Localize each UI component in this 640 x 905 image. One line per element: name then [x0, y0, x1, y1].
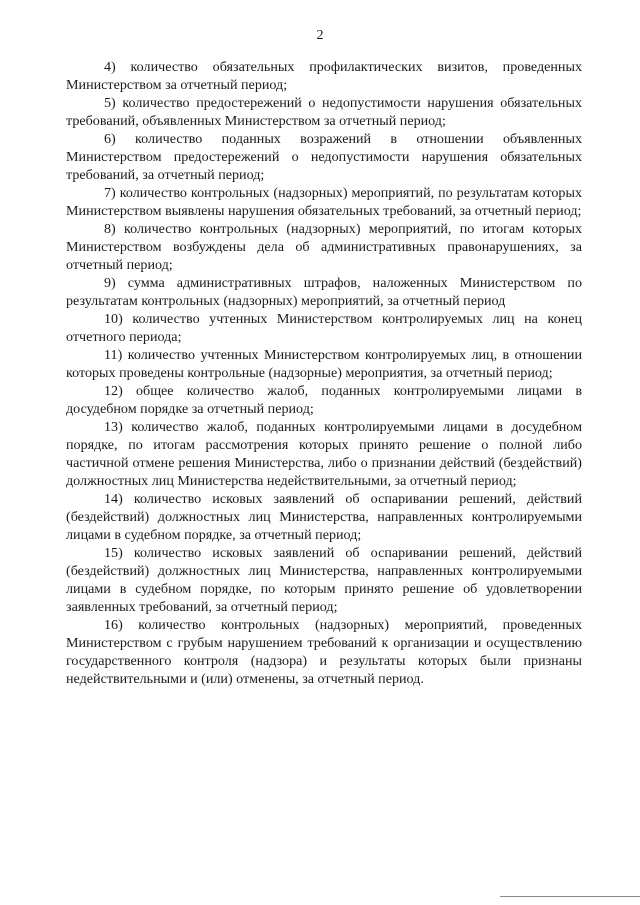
list-item-9: 9) сумма административных штрафов, наложенных Министерством по результатам контрольных (надзорных) мероприятий, за отчетный период: [66, 275, 582, 309]
document-body: [66, 58, 582, 688]
list-item-7: 7) количество контрольных (надзорных) мероприятий, по результатам которых Министерством выявлены нарушения обязательных требований, за отчетный период;: [66, 185, 582, 219]
list-item-10: 10) количество учтенных Министерством контролируемых лиц на конец отчетного периода;: [66, 311, 582, 345]
footer-rule: [500, 896, 640, 897]
list-item-4: 4) количество обязательных профилактических визитов, проведенных Министерством за отчетный период;: [66, 59, 582, 93]
page-number: 2: [316, 28, 324, 43]
list-item-8: 8) количество контрольных (надзорных) мероприятий, по итогам которых Министерством возбуждены дела об административных правонарушениях, за отчетный период;: [66, 221, 582, 273]
list-item-11: 11) количество учтенных Министерством контролируемых лиц, в отношении которых проведены контрольные (надзорные) мероприятия, за отчетный период;: [66, 347, 582, 381]
list-item-13: 13) количество жалоб, поданных контролируемыми лицами в досудебном порядке, по итогам рассмотрения которых принято решение о полной либо частичной отмене решения Министерства, либо о признании действий (бездействий) должностных лиц Министерства недействительными, за отчетный период;: [66, 419, 582, 489]
list-item-14: 14) количество исковых заявлений об оспаривании решений, действий (бездействий) должностных лиц Министерства, направленных контролируемыми лицами в судебном порядке, за отчетный период;: [66, 491, 582, 543]
list-item-6: 6) количество поданных возражений в отношении объявленных Министерством предостережений о недопустимости нарушения обязательных требований, за отчетный период;: [66, 131, 582, 183]
list-item-15: 15) количество исковых заявлений об оспаривании решений, действий (бездействий) должностных лиц Министерства, направленных контролируемыми лицами в судебном порядке, по которым принято решение об удовлетворении заявленных требований, за отчетный период;: [66, 545, 582, 615]
list-item-5: 5) количество предостережений о недопустимости нарушения обязательных требований, объявленных Министерством за отчетный период;: [66, 95, 582, 129]
list-item-12: 12) общее количество жалоб, поданных контролируемыми лицами в досудебном порядке за отчетный период;: [66, 383, 582, 417]
list-item-16: 16) количество контрольных (надзорных) мероприятий, проведенных Министерством с грубым нарушением требований к организации и осуществлению государственного контроля (надзора) и результаты которых были признаны недействительными и (или) отменены, за отчетный период.: [66, 617, 582, 687]
